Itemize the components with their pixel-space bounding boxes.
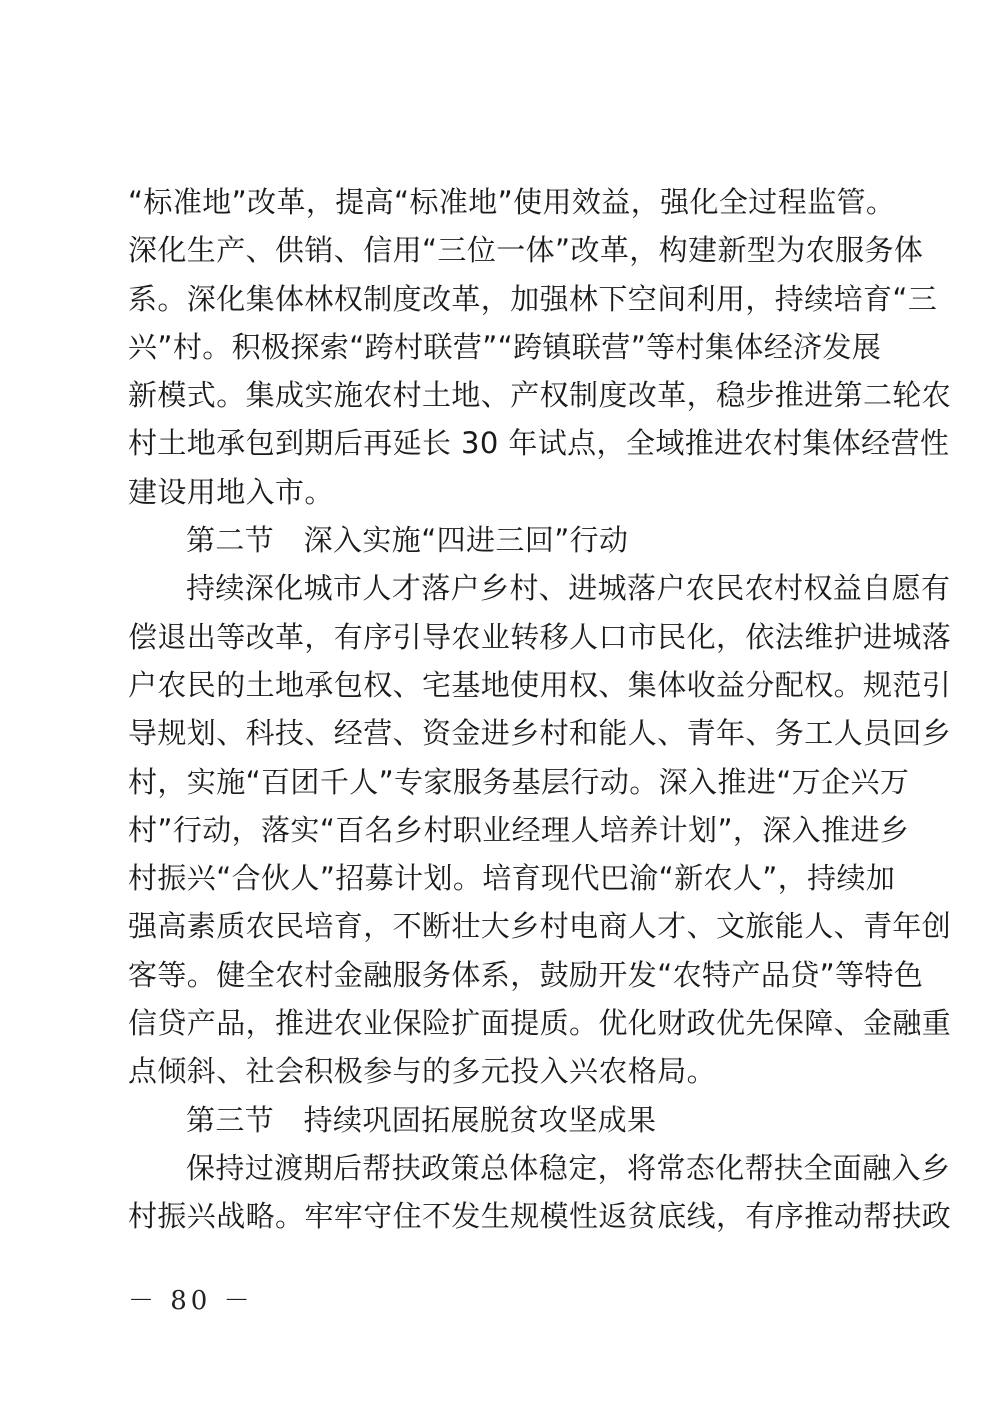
text-line: 村振兴“合伙人”招募计划。培育现代巴渝“新农人”，持续加 — [128, 861, 896, 896]
text-line: 村振兴战略。牢牢守住不发生规模性返贫底线，有序推动帮扶政 — [128, 1199, 952, 1234]
page-number: － 80 － — [128, 1286, 254, 1316]
text-line: 村土地承包到期后再延长 30 年试点，全域推进农村集体经营性 — [128, 426, 950, 461]
text-line: 点倾斜、社会积极参与的多元投入兴农格局。 — [128, 1054, 717, 1089]
text-line: 建设用地入市。 — [128, 474, 334, 509]
text-line: 村，实施“百团千人”专家服务基层行动。深入推进“万企兴万 — [128, 764, 910, 799]
text-line: 新模式。集成实施农村土地、产权制度改革，稳步推进第二轮农 — [128, 378, 952, 413]
text-line: 兴”村。积极探索“跨村联营”“跨镇联营”等村集体经济发展 — [128, 329, 882, 364]
text-line: 强高素质农民培育，不断壮大乡村电商人才、文旅能人、青年创 — [128, 909, 952, 944]
section-heading-3: 第三节 持续巩固拓展脱贫攻坚成果 — [186, 1102, 657, 1137]
text-line: 深化生产、供销、信用“三位一体”改革，构建新型为农服务体 — [128, 233, 924, 268]
text-line: 系。深化集体林权制度改革，加强林下空间利用，持续培育“三 — [128, 281, 938, 316]
paragraph-start: 持续深化城市人才落户乡村、进城落户农民农村权益自愿有 — [186, 571, 951, 606]
paragraph-start: 保持过渡期后帮扶政策总体稳定，将常态化帮扶全面融入乡 — [186, 1150, 951, 1185]
text-line: 村”行动，落实“百名乡村职业经理人培养计划”，深入推进乡 — [128, 812, 910, 847]
text-line: 户农民的土地承包权、宅基地使用权、集体收益分配权。规范引 — [128, 667, 952, 702]
section-heading-2: 第二节 深入实施“四进三回”行动 — [186, 523, 629, 558]
body-text — [128, 178, 952, 1241]
text-line: “标准地”改革，提高“标准地”使用效益，强化全过程监管。 — [128, 185, 896, 219]
text-line: 偿退出等改革，有序引导农业转移人口市民化，依法维护进城落 — [128, 619, 952, 654]
text-line: 信贷产品，推进农业保险扩面提质。优化财政优先保障、金融重 — [128, 1006, 952, 1041]
text-line: 客等。健全农村金融服务体系，鼓励开发“农特产品贷”等特色 — [128, 957, 924, 992]
text-line: 导规划、科技、经营、资金进乡村和能人、青年、务工人员回乡 — [128, 716, 952, 751]
